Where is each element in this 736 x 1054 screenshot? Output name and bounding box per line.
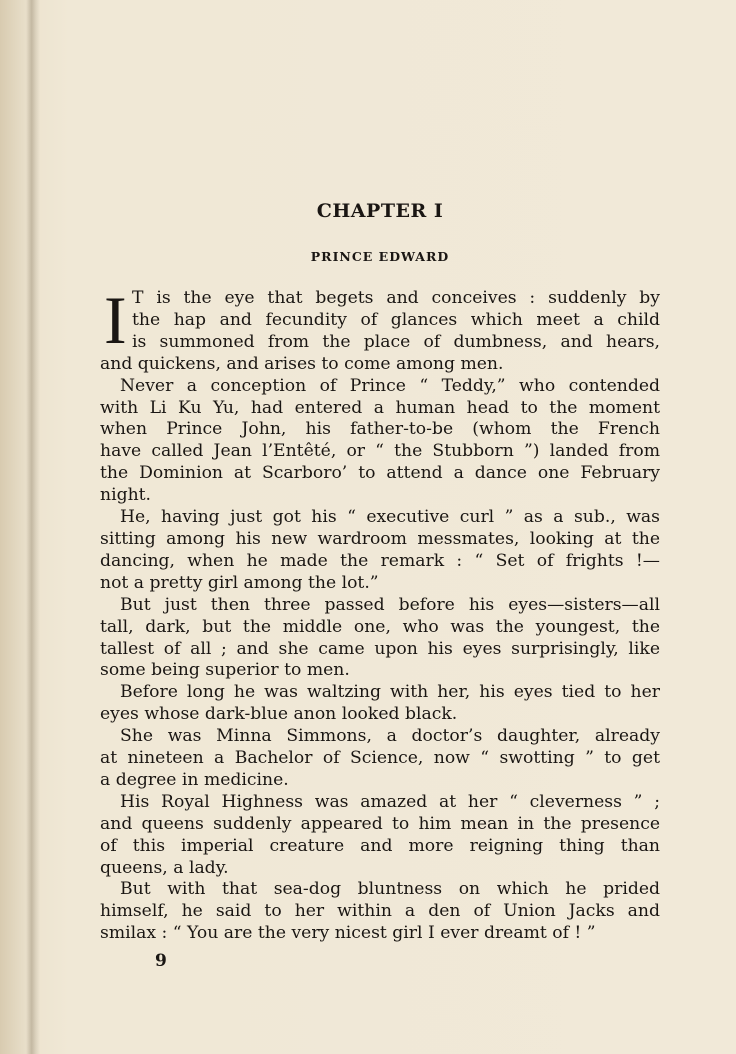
text-line: the Dominion at Scarboro’ to attend a dance one February <box>100 463 660 484</box>
text-line: when Prince John, his father-to-be (whom the French <box>100 419 660 440</box>
text-line: queens, a lady. <box>100 857 229 878</box>
text-line: and quickens, and arises to come among men. <box>100 353 504 374</box>
drop-cap: I <box>104 282 127 358</box>
text-line: tall, dark, but the middle one, who was the youngest, the <box>100 616 660 637</box>
text-line: himself, he said to her within a den of Union Jacks and <box>100 901 660 922</box>
page-gutter <box>26 0 40 1054</box>
text-line: and queens suddenly appeared to him mean in the presence <box>100 813 660 834</box>
text-line: His Royal Highness was amazed at her “ cleverness ” ; <box>120 791 660 812</box>
text-line: Before long he was waltzing with her, his eyes tied to her <box>120 682 660 703</box>
text-line: T is the eye that begets and conceives : suddenly by <box>132 288 660 308</box>
text-line: the hap and fecundity of glances which meet a child <box>132 309 660 330</box>
text-line: Never a conception of Prince “ Teddy,” who contended <box>120 375 660 396</box>
text-line: of this imperial creature and more reigning thing than <box>100 835 660 856</box>
section-title: PRINCE EDWARD <box>310 249 450 264</box>
text-line: at nineteen a Bachelor of Science, now “ swotting ” to get <box>100 748 660 769</box>
text-line: eyes whose dark-blue anon looked black. <box>100 704 458 725</box>
text-line: He, having just got his “ executive curl ” as a sub., was <box>120 507 660 528</box>
text-line: But with that sea-dog bluntness on which he prided <box>120 879 660 900</box>
text-line: night. <box>100 485 152 506</box>
text-line: sitting among his new wardroom messmates, looking at the <box>100 528 660 549</box>
text-line: have called Jean l’Entêté, or “ the Stubborn ”) landed from <box>100 441 660 462</box>
text-line: But just then three passed before his eyes—sisters—all <box>120 594 660 615</box>
text-line: dancing, when he made the remark : “ Set of frights !— <box>100 550 660 571</box>
page-number: 9 <box>155 951 167 971</box>
text-line: is summoned from the place of dumbness, and hears, <box>132 331 660 352</box>
body-text <box>100 282 660 945</box>
chapter-title: CHAPTER I <box>316 200 444 222</box>
text-line: smilax : “ You are the very nicest girl I ever dreamt of ! ” <box>100 923 596 944</box>
text-line: not a pretty girl among the lot.” <box>100 572 379 593</box>
text-line: She was Minna Simmons, a doctor’s daughter, already <box>120 726 660 747</box>
text-line: a degree in medicine. <box>100 769 289 790</box>
text-line: with Li Ku Yu, had entered a human head to the moment <box>100 397 660 418</box>
text-line: some being superior to men. <box>100 660 350 681</box>
text-line: tallest of all ; and she came upon his eyes surprisingly, like <box>100 638 660 659</box>
